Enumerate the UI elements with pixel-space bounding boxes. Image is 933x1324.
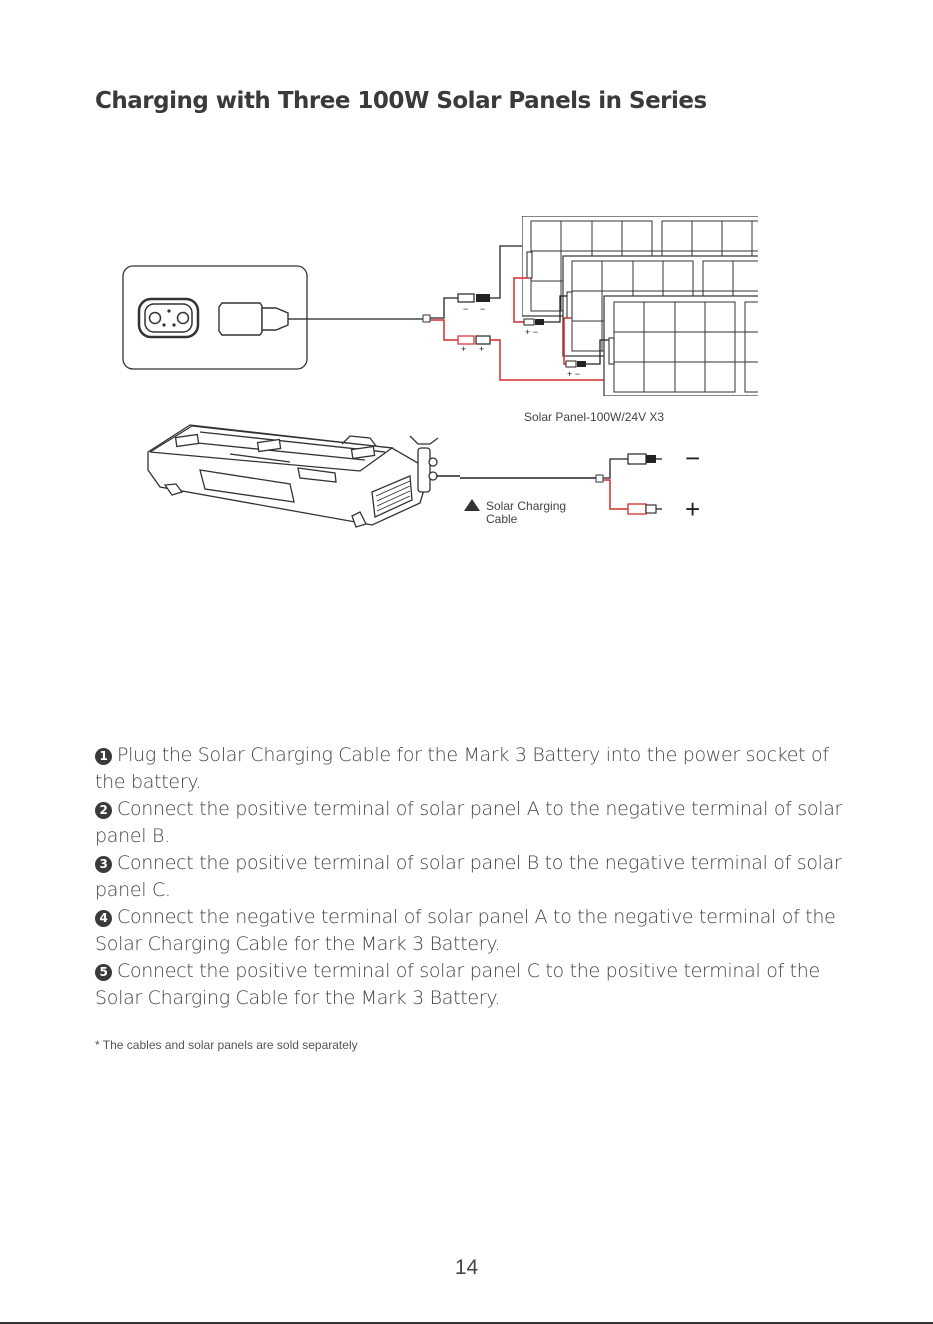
cable-negative-connector	[628, 454, 662, 464]
footnote: * The cables and solar panels are sold separately	[95, 1038, 358, 1052]
power-socket-icon	[139, 299, 198, 337]
step-number: 1	[95, 748, 112, 765]
step-text: Connect the positive terminal of solar panel B to the negative terminal of solar panel C.	[95, 852, 842, 901]
step-number: 2	[95, 802, 112, 819]
page-number: 14	[454, 1256, 479, 1279]
panel-label: Solar Panel-100W/24V X3	[524, 410, 665, 424]
step-number: 5	[95, 964, 112, 981]
wiring-diagram	[0, 0, 933, 600]
svg-text:−: −	[480, 304, 486, 314]
cable-label-line2: Cable	[486, 512, 518, 526]
step-item	[95, 796, 855, 850]
positive-connector-pair	[458, 336, 490, 354]
negative-sign: −	[685, 443, 701, 473]
step-item	[95, 850, 855, 904]
svg-text:−: −	[463, 304, 469, 314]
step-item	[95, 742, 855, 796]
svg-text:+: +	[461, 344, 467, 354]
step-item	[95, 904, 855, 958]
svg-text:+ −: + −	[567, 369, 581, 379]
socket-detail-box	[123, 266, 307, 369]
battery-illustration	[148, 425, 438, 527]
step-text: Connect the negative terminal of solar panel A to the negative terminal of the Solar Charging Cable for the Mark 3 Battery.	[95, 906, 836, 955]
negative-connector-pair	[458, 294, 490, 314]
instruction-steps	[95, 742, 855, 1012]
triangle-marker-icon	[464, 499, 480, 511]
positive-sign: +	[685, 494, 701, 524]
cable-positive-connector	[628, 504, 662, 514]
step-item	[95, 958, 855, 1012]
page-title: Charging with Three 100W Solar Panels in Series	[95, 88, 707, 114]
cable-label-line1: Solar Charging	[486, 499, 567, 513]
step-text: Connect the positive terminal of solar panel C to the positive terminal of the Solar Charging Cable for the Mark 3 Battery.	[95, 960, 820, 1009]
step-number: 4	[95, 910, 112, 927]
svg-text:+: +	[479, 344, 485, 354]
step-text: Plug the Solar Charging Cable for the Mark 3 Battery into the power socket of the battery.	[95, 744, 829, 793]
svg-text:+ −: + −	[525, 327, 539, 337]
step-text: Connect the positive terminal of solar panel A to the negative terminal of solar panel B.	[95, 798, 843, 847]
step-number: 3	[95, 856, 112, 873]
solar-panel-c	[604, 296, 866, 396]
